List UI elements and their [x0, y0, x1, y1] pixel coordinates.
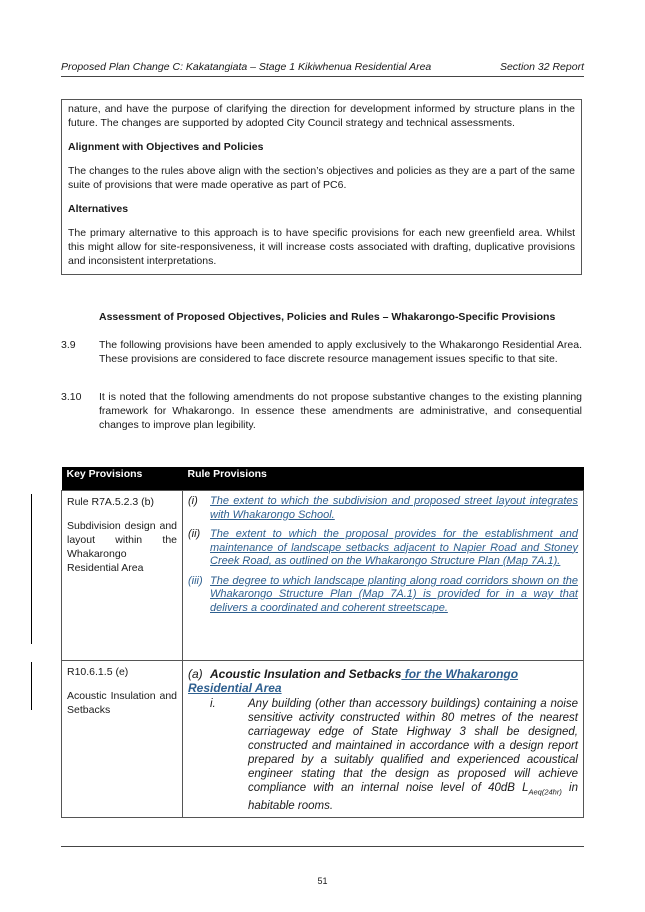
- rule-cell: [183, 661, 584, 818]
- key-cell: [62, 491, 183, 661]
- rule-title: [188, 667, 578, 695]
- provisions-table: [61, 467, 584, 818]
- rule-reference: R10.6.1.5 (e): [67, 666, 129, 678]
- title-text: Acoustic Insulation and Setbacks: [210, 667, 402, 681]
- rule-reference: Rule R7A.5.2.3 (b): [67, 496, 154, 508]
- box-paragraph-2: The changes to the rules above align with the section’s objectives and policies as they are a part of the same suite of provisions that were made operative as part of PC6.: [68, 165, 575, 191]
- subclause-tail: in habitable rooms.: [248, 782, 578, 813]
- item-label: (ii): [188, 528, 201, 540]
- item-label: (iii): [188, 574, 203, 587]
- rule-item: [188, 528, 578, 569]
- footer-divider: [61, 846, 584, 847]
- header-section: Section 32 Report: [499, 61, 584, 73]
- box-paragraph-3: The primary alternative to this approach is to have specific provisions for each new greenfield area. Whilst this might allow for site-responsiveness, it will increase costs associated with drafting, duplicative provisions and inconsistent interpretations.: [68, 227, 575, 267]
- box-heading-alignment: Alignment with Objectives and Policies: [68, 141, 264, 153]
- table-row: [62, 661, 584, 818]
- change-bar: [31, 662, 32, 710]
- item-label: (i): [188, 495, 198, 507]
- rule-item: [188, 495, 578, 522]
- paragraph-3-10: [61, 390, 582, 432]
- header-title: Proposed Plan Change C: Kakatangiata – Stage 1 Kikiwhenua Residential Area: [61, 61, 432, 73]
- table-header-key: Key Provisions: [62, 467, 183, 491]
- text-box: [61, 99, 582, 275]
- rule-description: Acoustic Insulation and Setbacks: [67, 690, 177, 716]
- box-paragraph-1: nature, and have the purpose of clarifying the direction for development informed by structure plans in the future. The changes are supported by adopted City Council strategy and technical assessments.: [68, 103, 575, 129]
- title-label: (a): [188, 667, 203, 681]
- page-number: 51: [317, 876, 328, 886]
- rule-description: Subdivision design and layout within the Whakarongo Residential Area: [67, 520, 177, 574]
- paragraph-text: The following provisions have been amended to apply exclusively to the Whakarongo Residential Area. These provisions are considered to face discrete resource management issues specific to that site.: [99, 339, 582, 365]
- section-heading: Assessment of Proposed Objectives, Policies and Rules – Whakarongo-Specific Provisions: [99, 311, 556, 323]
- item-text: The degree to which landscape planting along road corridors shown on the Whakarongo Structure Plan (Map 7A.1) is provided for in a way that delivers a coordinated and coherent streetscape.: [210, 574, 578, 614]
- table-header-rule: Rule Provisions: [183, 467, 584, 491]
- subclause-text: [248, 697, 578, 813]
- rule-subclause: [188, 697, 578, 813]
- rule-item: [188, 575, 578, 616]
- change-bar: [31, 494, 32, 644]
- subclause-subscript: Aeq(24hr): [528, 787, 562, 797]
- subclause-body: Any building (other than accessory buildings) containing a noise sensitive activity constructed within 80 metres of the nearest carriageway edge of State Highway 3 shall be designed, constructed and maintained in accordance with a design report prepared by a suitably qualified and experienced acoustical engineer stating that the design as proposed will achieve compliance with an internal noise level of 40dB L: [248, 698, 578, 794]
- box-heading-alternatives: Alternatives: [68, 203, 129, 215]
- subclause-label: i.: [210, 698, 216, 710]
- paragraph-number: 3.10: [61, 391, 82, 403]
- table-row: [62, 491, 584, 661]
- rule-cell: [183, 491, 584, 661]
- key-cell: [62, 661, 183, 818]
- item-text: The extent to which the subdivision and proposed street layout integrates with Whakarongo School.: [210, 495, 578, 521]
- paragraph-text: It is noted that the following amendments do not propose substantive changes to the existing planning framework for Whakarongo. In essence these amendments are administrative, and consequential changes to improve plan legibility.: [99, 391, 582, 431]
- title-added-text: for the Whakarongo Residential Area: [188, 667, 519, 695]
- paragraph-3-9: [61, 338, 582, 366]
- paragraph-number: 3.9: [61, 339, 76, 351]
- page-header: [61, 61, 584, 77]
- item-text: The extent to which the proposal provides for the establishment and maintenance of landscape setbacks adjacent to Napier Road and Stoney Creek Road, as outlined on the Whakarongo Structure Plan (Map 7A.1).: [210, 528, 578, 567]
